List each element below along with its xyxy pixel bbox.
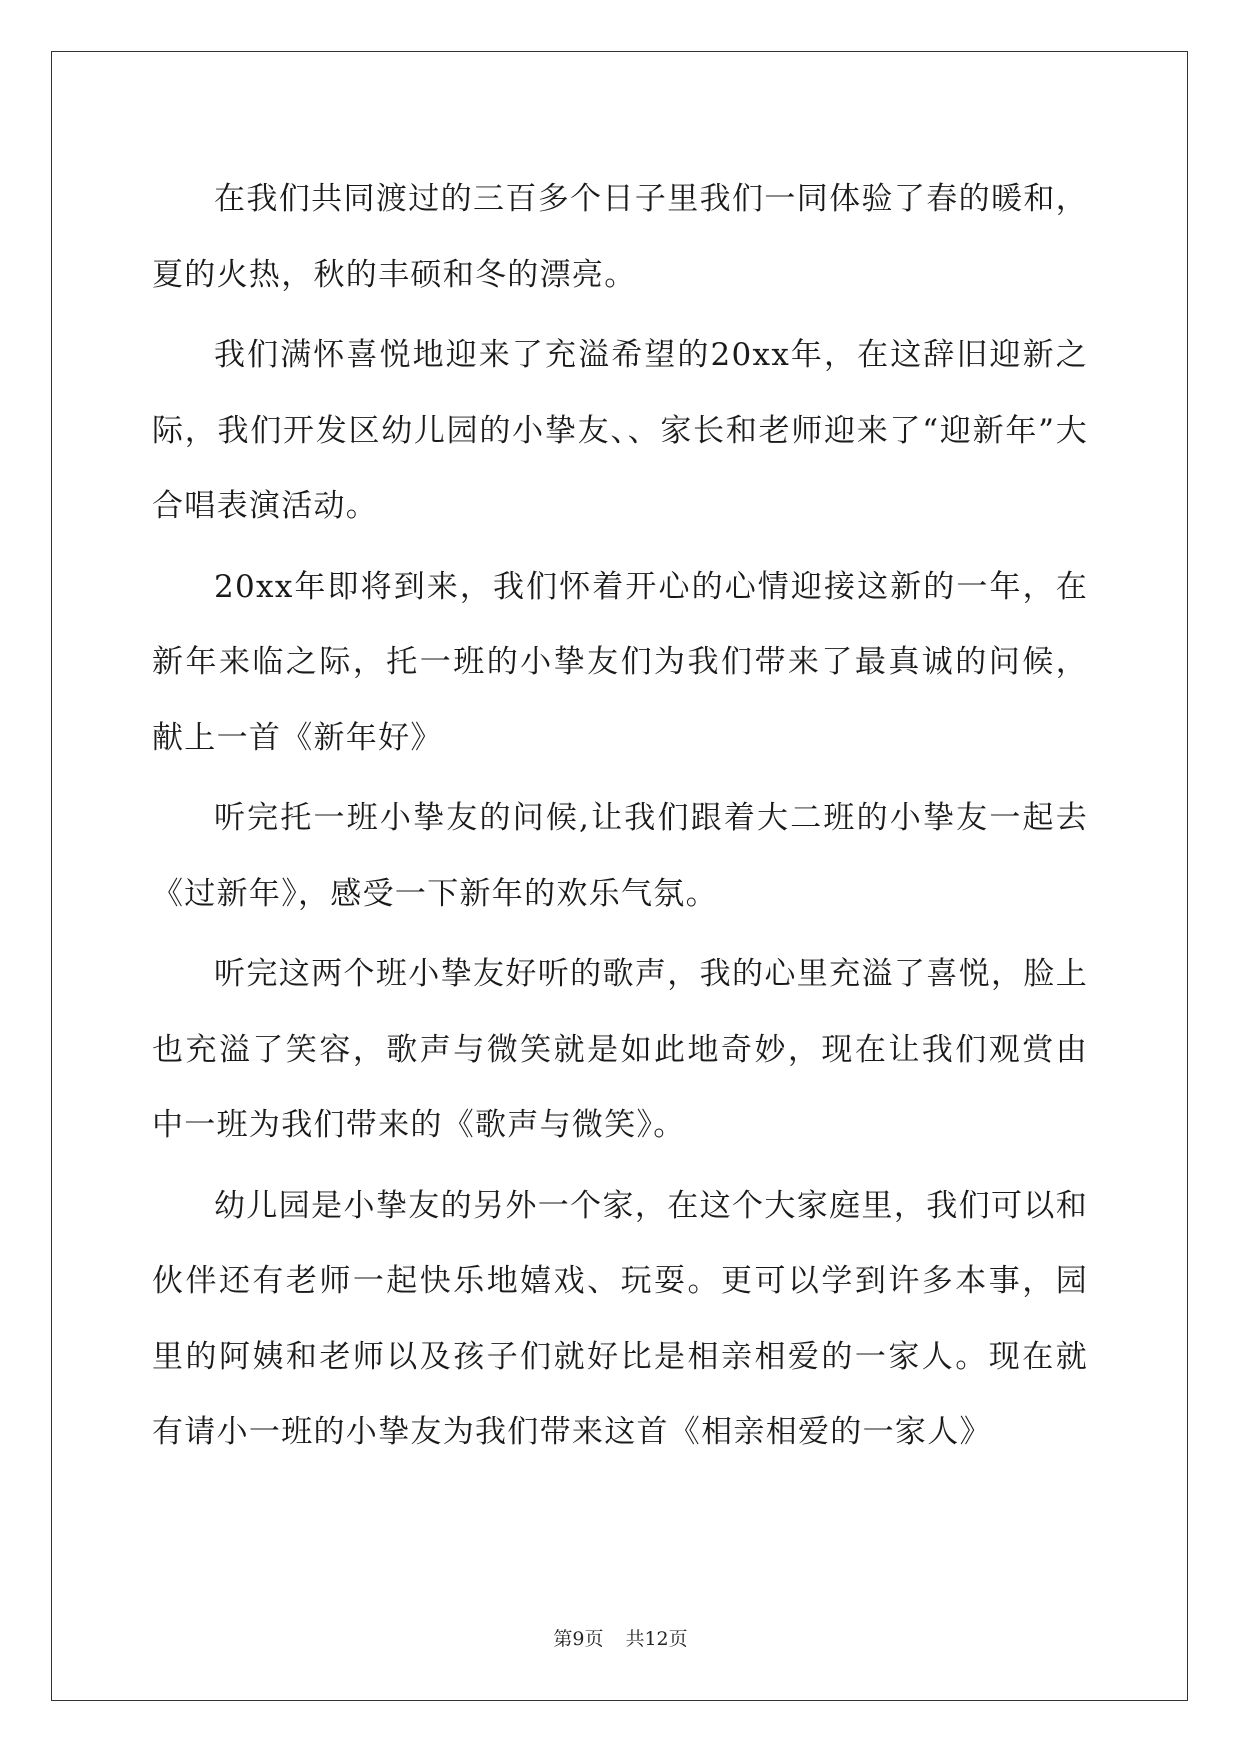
current-page-number: 第9页 <box>553 1628 604 1650</box>
document-body <box>152 162 1088 1476</box>
paragraph: 20xx年即将到来，我们怀着开心的心情迎接这新的一年，在新年来临之际，托一班的小挚友们为我们带来了最真诚的问候，献上一首《新年好》 <box>152 568 1088 756</box>
paragraph: 听完托一班小挚友的问候,让我们跟着大二班的小挚友一起去《过新年》，感受一下新年的欢乐气氛。 <box>152 800 1088 912</box>
paragraph: 听完这两个班小挚友好听的歌声，我的心里充溢了喜悦，脸上也充溢了笑容，歌声与微笑就是如此地奇妙，现在让我们观赏由中一班为我们带来的《歌声与微笑》。 <box>152 956 1088 1143</box>
paragraph: 在我们共同渡过的三百多个日子里我们一同体验了春的暖和，夏的火热，秋的丰硕和冬的漂亮。 <box>152 181 1088 293</box>
paragraph: 幼儿园是小挚友的另外一个家，在这个大家庭里，我们可以和伙伴还有老师一起快乐地嬉戏、玩耍。更可以学到许多本事，园里的阿姨和老师以及孩子们就好比是相亲相爱的一家人。现在就有请小一班的小挚友为我们带来这首《相亲相爱的一家人》 <box>152 1187 1088 1450</box>
total-page-count: 共12页 <box>625 1628 688 1650</box>
page-footer <box>0 1624 1241 1651</box>
paragraph: 我们满怀喜悦地迎来了充溢希望的20xx年，在这辞旧迎新之际，我们开发区幼儿园的小挚友、、家长和老师迎来了“迎新年”大合唱表演活动。 <box>152 337 1088 524</box>
